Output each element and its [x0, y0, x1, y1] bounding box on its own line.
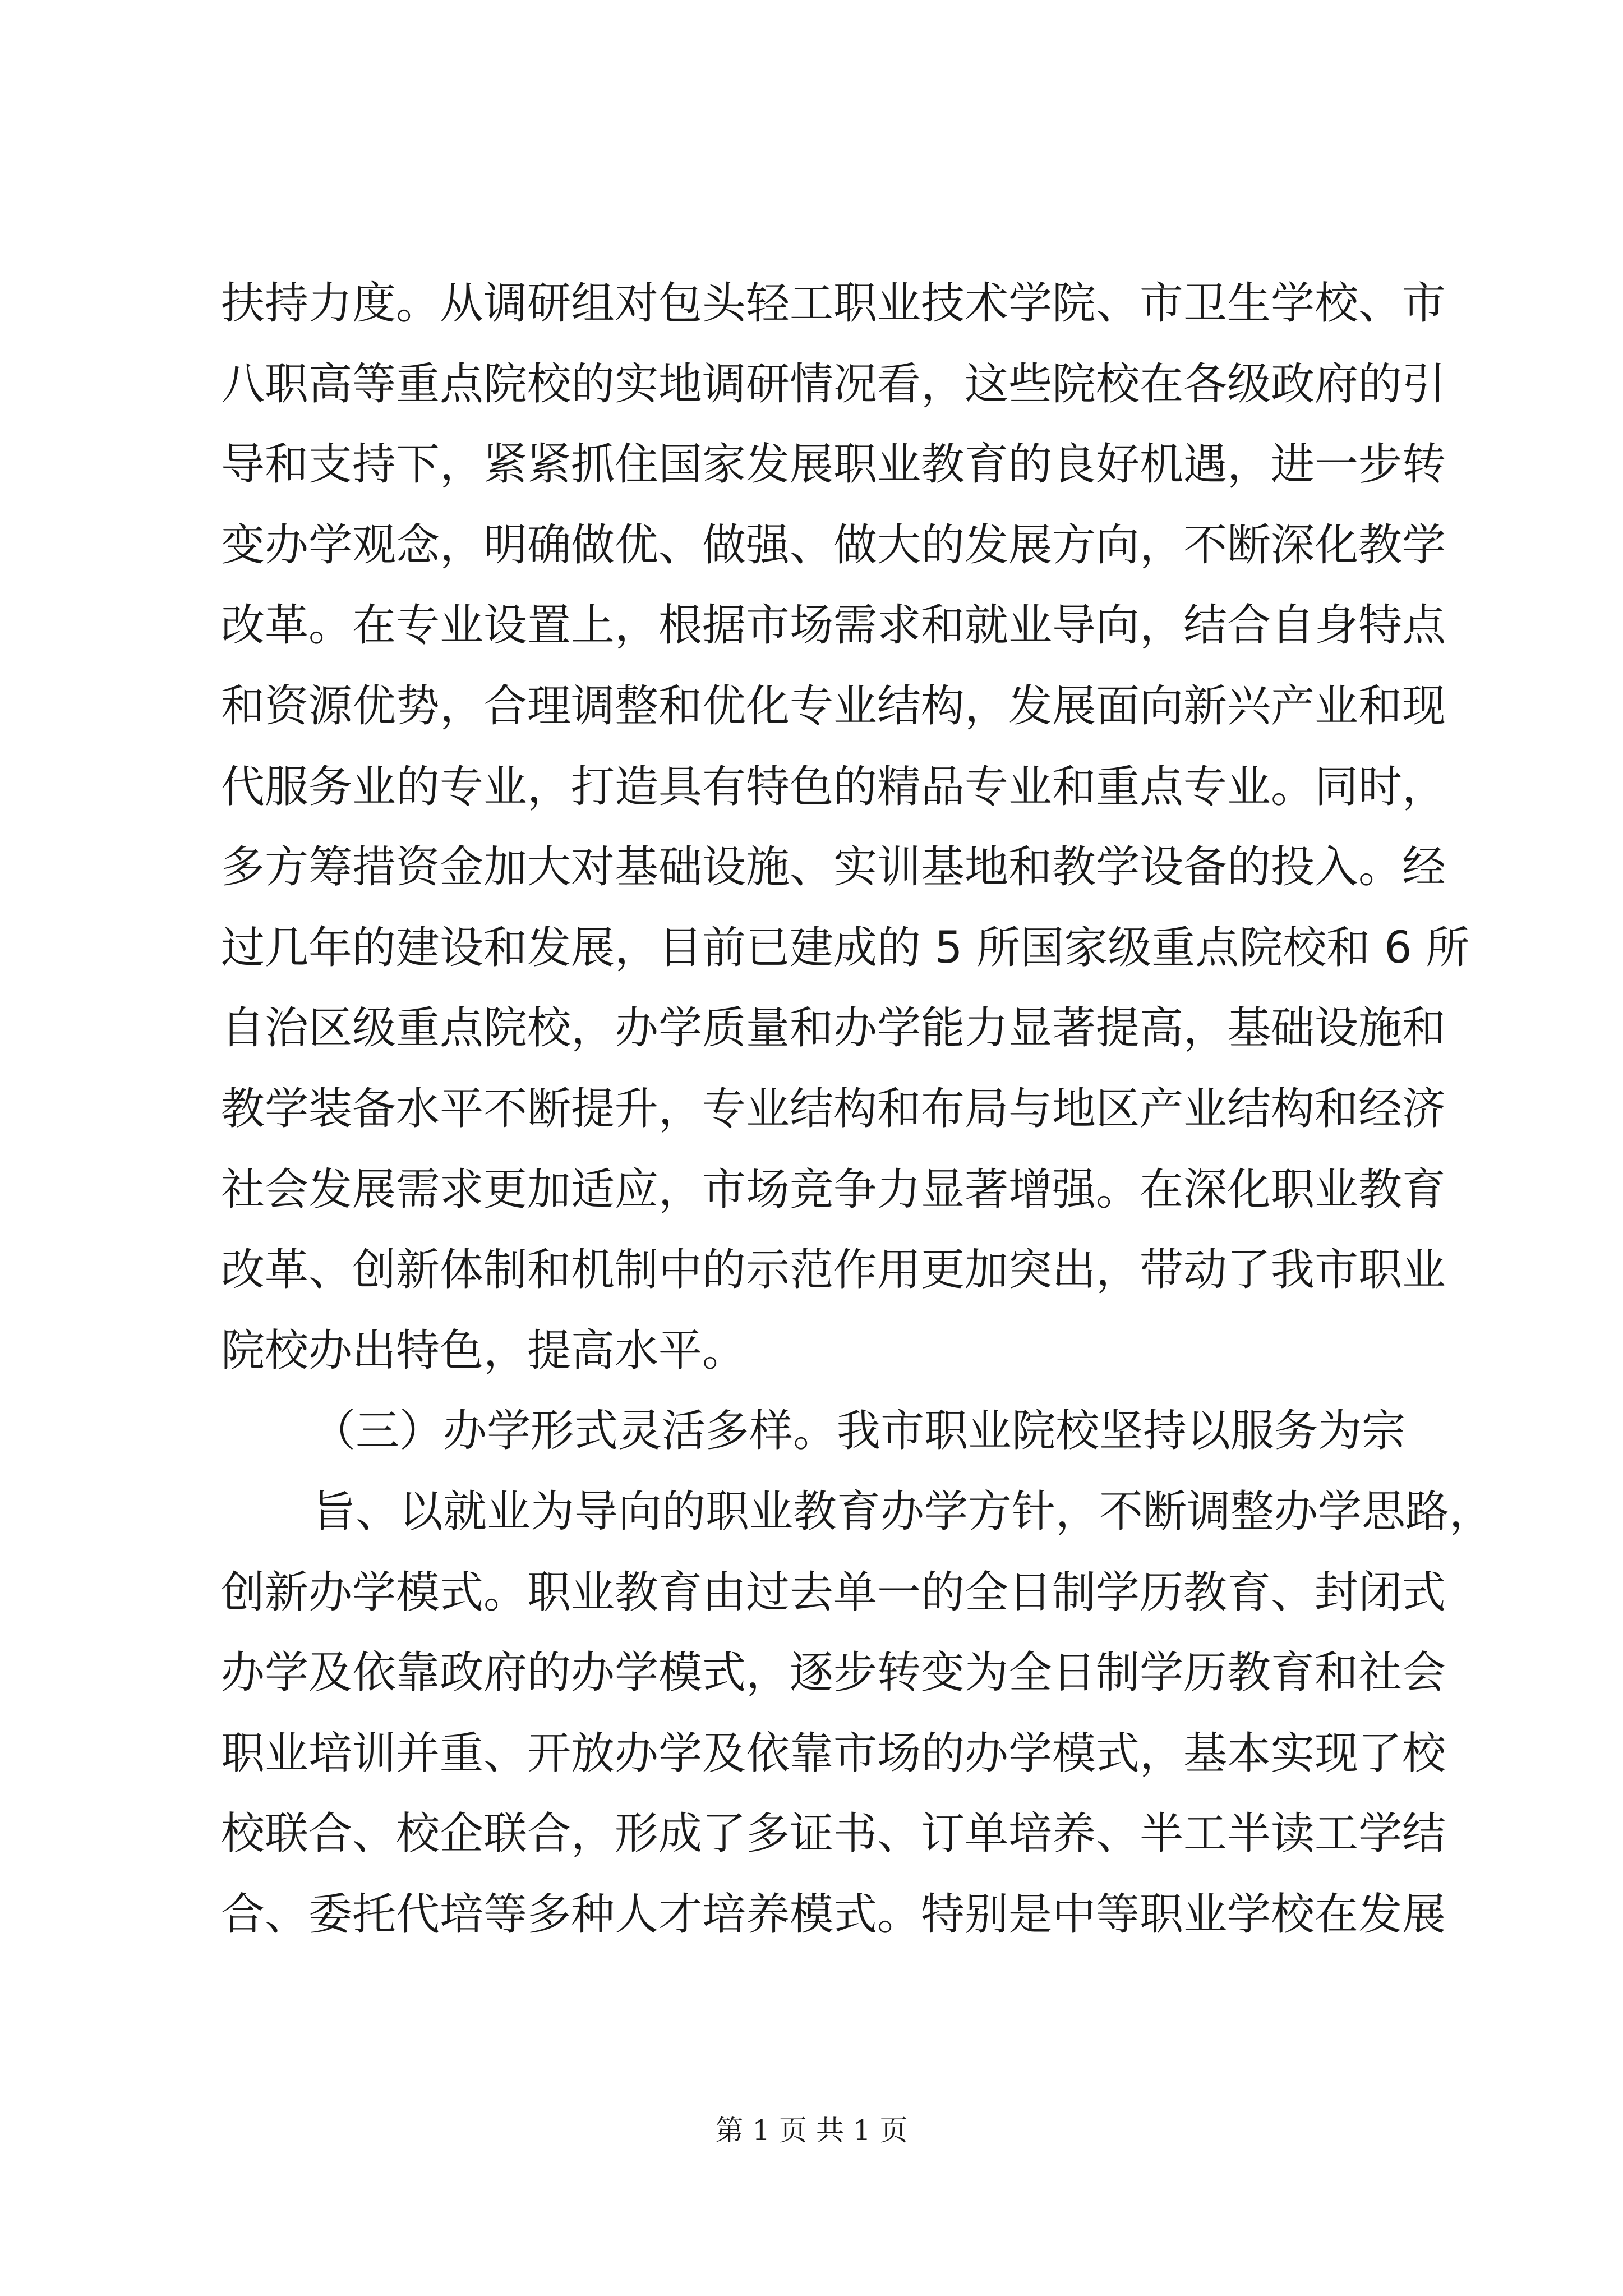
text-line-12: 社会发展需求更加适应，市场竞争力显著增强。在深化职业教育 [221, 1164, 1446, 1215]
section-heading-line: （三）办学形式灵活多样。我市职业院校坚持以服务为宗 [312, 1406, 1406, 1457]
body-text [221, 264, 1493, 1955]
text-line-10: 自治区级重点院校，办学质量和办学能力显著提高，基础设施和 [221, 1003, 1446, 1054]
text-line-1: 扶持力度。从调研组对包头轻工职业技术学院、市卫生学校、市 [221, 278, 1446, 329]
page-number-footer: 第 1 页 共 1 页 [715, 2114, 908, 2147]
text-line-2: 八职高等重点院校的实地调研情况看，这些院校在各级政府的引 [221, 358, 1446, 409]
text-line-17: 创新办学模式。职业教育由过去单一的全日制学历教育、封闭式 [221, 1567, 1446, 1618]
text-line-8: 多方筹措资金加大对基础设施、实训基地和教学设备的投入。经 [221, 842, 1446, 893]
text-line-19: 职业培训并重、开放办学及依靠市场的办学模式，基本实现了校 [221, 1728, 1446, 1779]
text-line-9: 过几年的建设和发展，目前已建成的 5 所国家级重点院校和 6 所 [221, 922, 1470, 973]
text-line-5: 改革。在专业设置上，根据市场需求和就业导向，结合自身特点 [221, 600, 1446, 651]
text-line-21: 合、委托代培等多种人才培养模式。特别是中等职业学校在发展 [221, 1889, 1446, 1940]
text-line-3: 导和支持下，紧紧抓住国家发展职业教育的良好机遇，进一步转 [221, 439, 1446, 490]
text-line-14: 院校办出特色，提高水平。 [221, 1325, 746, 1376]
text-line-11: 教学装备水平不断提升，专业结构和布局与地区产业结构和经济 [221, 1083, 1446, 1134]
text-line-13: 改革、创新体制和机制中的示范作用更加突出，带动了我市职业 [221, 1245, 1446, 1296]
text-line-20: 校联合、校企联合，形成了多证书、订单培养、半工半读工学结 [221, 1809, 1446, 1860]
text-line-18: 办学及依靠政府的办学模式，逐步转变为全日制学历教育和社会 [221, 1648, 1446, 1699]
text-line-6: 和资源优势，合理调整和优化专业结构，发展面向新兴产业和现 [221, 680, 1446, 731]
text-line-4: 变办学观念，明确做优、做强、做大的发展方向，不断深化教学 [221, 519, 1446, 570]
text-line-7: 代服务业的专业，打造具有特色的精品专业和重点专业。同时， [221, 761, 1446, 812]
text-line-16: 旨、以就业为导向的职业教育办学方针，不断调整办学思路， [312, 1486, 1493, 1537]
